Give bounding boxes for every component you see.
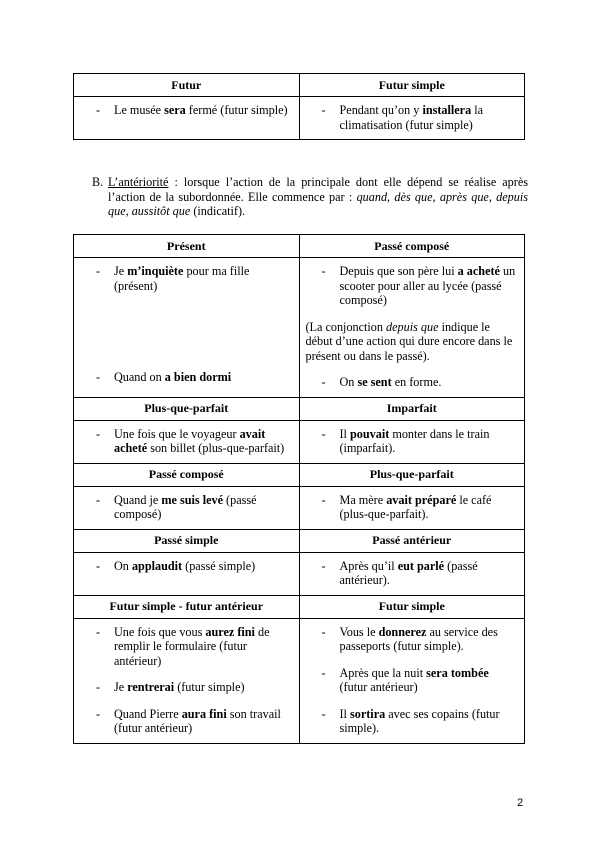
header-passe-simple: Passé simple [74, 529, 300, 552]
header-passe-compose: Passé composé [74, 463, 300, 486]
section-anteriorite [92, 175, 528, 219]
table-anteriorite [73, 234, 525, 744]
list-item: - Une fois que le voyageur avait acheté son billet (plus-que-parfait) [96, 426, 285, 455]
header-present: Présent [74, 235, 300, 258]
section-label: B. [92, 175, 104, 189]
page-number: 2 [517, 797, 524, 809]
cell [299, 618, 525, 743]
list-item: - Je rentrerai (futur simple) [96, 680, 245, 694]
list-item: - Après qu’il eut parlé (passé antérieur). [321, 558, 478, 587]
list-item: - Pendant qu’on y installera la climatisation (futur simple) [321, 103, 484, 132]
cell [299, 97, 525, 140]
list-item: - Il pouvait monter dans le train (imparfait). [321, 426, 490, 455]
note: (La conjonction depuis que indique le début d’une action qui dure encore dans le présent ou dans le passé). [305, 319, 513, 363]
list-item: - Quand je me suis levé (passé composé) [96, 492, 257, 521]
cell [74, 618, 300, 743]
cell [74, 486, 300, 529]
list-item: - Je m’inquiète pour ma fille (présent) [96, 264, 250, 293]
header-passe-anterieur: Passé antérieur [299, 529, 525, 552]
section-text: L’antériorité : lorsque l’action de la principale dont elle dépend se réalise après l’action de la subordonnée. Elle commence par : quand, dès que, après que, depuis que, aussitôt que (indicatif). [108, 175, 528, 218]
list-item: - Il sortira avec ses copains (futur simple). [321, 706, 500, 735]
cell [299, 420, 525, 463]
list-item: - Ma mère avait préparé le café (plus-que-parfait). [321, 492, 492, 521]
header-futur-simple: Futur simple [299, 595, 525, 618]
header-plus-que-parfait: Plus-que-parfait [299, 463, 525, 486]
header-imparfait: Imparfait [299, 397, 525, 420]
list-item: - Quand Pierre aura fini son travail (futur antérieur) [96, 706, 281, 735]
cell [299, 552, 525, 595]
table-futur [73, 73, 525, 140]
section-term: L’antériorité [108, 175, 169, 189]
cell [74, 420, 300, 463]
list-item: - Quand on a bien dormi [96, 370, 232, 384]
header-passe-compose: Passé composé [299, 235, 525, 258]
cell [74, 97, 300, 140]
list-item: - Vous le donnerez au service des passeports (futur simple). [321, 624, 498, 653]
list-item: - On applaudit (passé simple) [96, 558, 256, 573]
header-futur-simple: Futur simple [299, 74, 525, 97]
list-item: - Depuis que son père lui a acheté un scooter pour aller au lycée (passé composé) [321, 264, 516, 307]
header-futur: Futur [74, 74, 300, 97]
header-futur-simple-futur-anterieur: Futur simple - futur antérieur [74, 595, 300, 618]
cell [299, 486, 525, 529]
list-item: - Une fois que vous aurez fini de remplir le formulaire (futur antérieur) [96, 624, 270, 668]
cell [74, 552, 300, 595]
list-item: - Le musée sera fermé (futur simple) [96, 103, 288, 117]
header-plus-que-parfait: Plus-que-parfait [74, 397, 300, 420]
list-item: - On se sent en forme. [321, 375, 442, 389]
cell [74, 258, 300, 398]
cell [299, 258, 525, 398]
list-item: - Après que la nuit sera tombée (futur antérieur) [321, 665, 489, 694]
